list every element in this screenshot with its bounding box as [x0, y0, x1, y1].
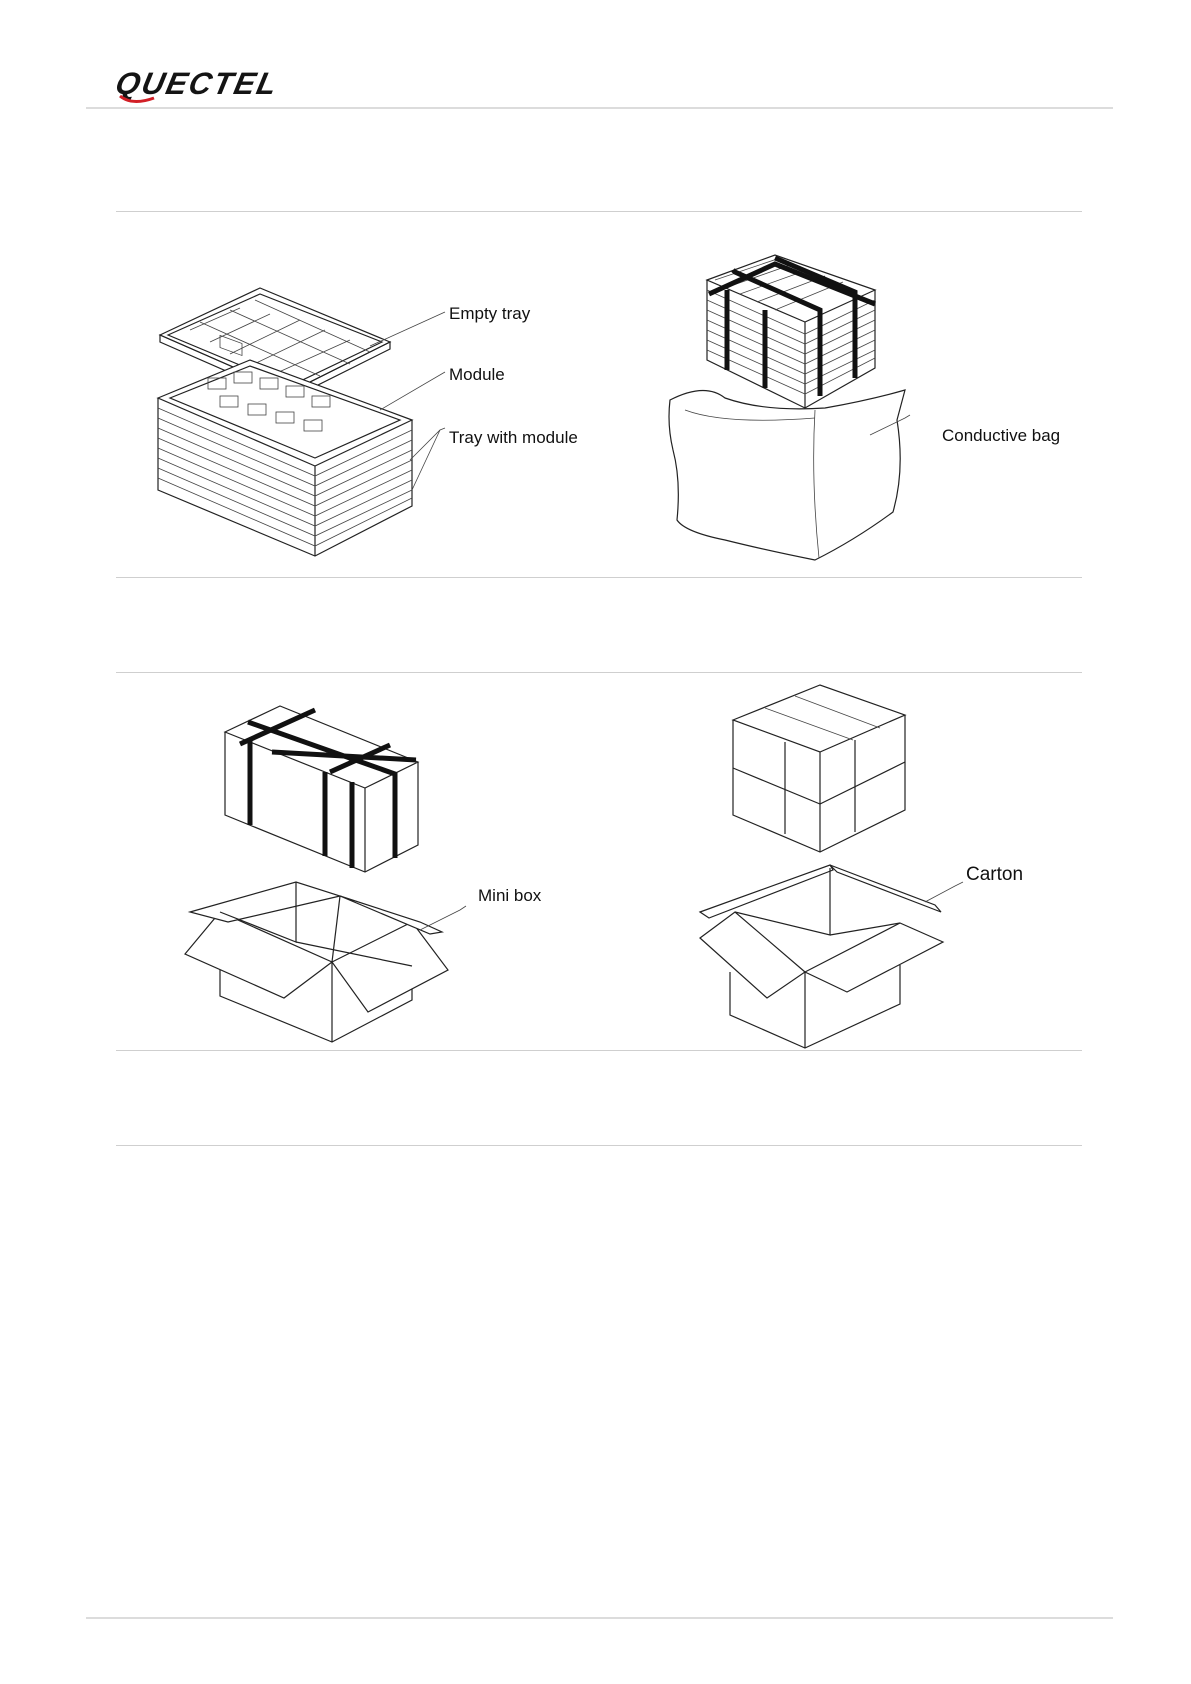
- label-module: Module: [449, 365, 505, 384]
- strapped-tray-stack: [707, 255, 875, 408]
- table-rule-1: [116, 211, 1082, 212]
- logo-swoosh-icon: [118, 92, 158, 106]
- label-tray-with-module: Tray with module: [449, 428, 578, 447]
- label-mini-box: Mini box: [478, 886, 542, 905]
- mini-box-closed: [225, 706, 418, 872]
- carton-open: [700, 865, 963, 1048]
- mini-box-open: [185, 882, 466, 1042]
- table-rule-3: [116, 672, 1082, 673]
- table-rule-4: [116, 1050, 1082, 1051]
- footer-rule: [86, 1617, 1113, 1619]
- header-rule: [86, 107, 1113, 109]
- label-conductive-bag: Conductive bag: [942, 426, 1061, 445]
- label-empty-tray: Empty tray: [449, 304, 531, 323]
- table-rule-5: [116, 1145, 1082, 1146]
- tray-with-module-stack: [158, 360, 412, 556]
- mini-box-illustration: [180, 700, 480, 1040]
- quectel-logo: QUECTEL: [112, 66, 282, 101]
- conductive-bag-drawing: [669, 390, 910, 560]
- conductive-bag-illustration: [665, 250, 965, 560]
- label-carton: Carton: [966, 864, 1024, 885]
- stacked-mini-boxes: [733, 685, 905, 852]
- table-rule-2: [116, 577, 1082, 578]
- tray-stack-illustration: [150, 280, 450, 560]
